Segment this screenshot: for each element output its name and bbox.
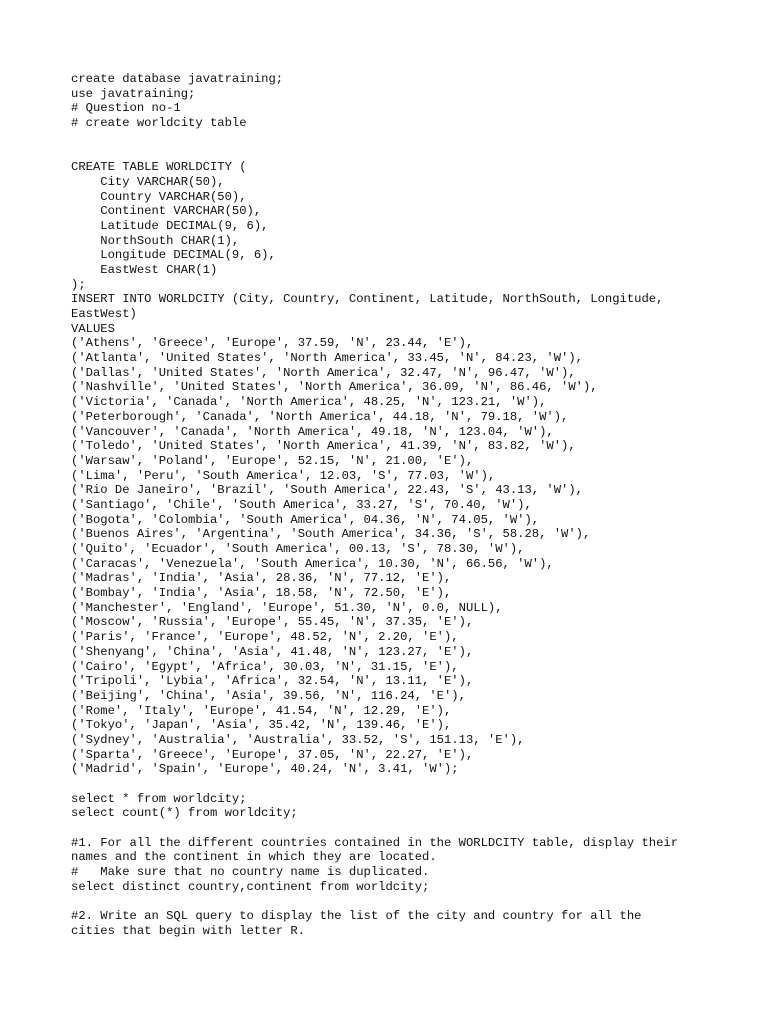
code-line: ('Bogota', 'Colombia', 'South America', 04.36, 'N', 74.05, 'W'),: [71, 512, 540, 527]
code-line: ('Tokyo', 'Japan', 'Asia', 35.42, 'N', 139.46, 'E'),: [71, 718, 452, 733]
code-line: CREATE TABLE WORLDCITY (: [71, 160, 247, 175]
code-line: ('Victoria', 'Canada', 'North America', 48.25, 'N', 123.21, 'W'),: [71, 395, 547, 410]
code-line: ('Manchester', 'England', 'Europe', 51.30, 'N', 0.0, NULL),: [71, 600, 503, 615]
code-line: ('Buenos Aires', 'Argentina', 'South America', 34.36, 'S', 58.28, 'W'),: [71, 527, 591, 542]
code-line: ('Tripoli', 'Lybia', 'Africa', 32.54, 'N', 13.11, 'E'),: [71, 674, 474, 689]
code-line: Latitude DECIMAL(9, 6),: [71, 218, 269, 233]
code-line: ('Sparta', 'Greece', 'Europe', 37.05, 'N', 22.27, 'E'),: [71, 747, 474, 762]
code-line: ('Bombay', 'India', 'Asia', 18.58, 'N', 72.50, 'E'),: [71, 586, 452, 601]
code-line: Continent VARCHAR(50),: [71, 204, 262, 219]
code-line: City VARCHAR(50),: [71, 174, 225, 189]
code-line: use javatraining;: [71, 86, 196, 101]
code-line: cities that begin with letter R.: [71, 923, 306, 938]
code-line: Longitude DECIMAL(9, 6),: [71, 248, 276, 263]
code-line: ('Beijing', 'China', 'Asia', 39.56, 'N', 116.24, 'E'),: [71, 688, 466, 703]
code-line: ('Santiago', 'Chile', 'South America', 33.27, 'S', 70.40, 'W'),: [71, 497, 532, 512]
code-line: VALUES: [71, 321, 115, 336]
code-line: ('Caracas', 'Venezuela', 'South America', 10.30, 'N', 66.56, 'W'),: [71, 556, 554, 571]
code-line: select distinct country,continent from worldcity;: [71, 879, 430, 894]
code-line: ('Sydney', 'Australia', 'Australia', 33.52, 'S', 151.13, 'E'),: [71, 732, 525, 747]
code-line: ('Rome', 'Italy', 'Europe', 41.54, 'N', 12.29, 'E'),: [71, 703, 452, 718]
code-line: EastWest): [71, 307, 137, 321]
code-line: ('Shenyang', 'China', 'Asia', 41.48, 'N', 123.27, 'E'),: [71, 644, 474, 659]
code-line: ('Warsaw', 'Poland', 'Europe', 52.15, 'N', 21.00, 'E'),: [71, 453, 474, 468]
code-line: [71, 131, 761, 146]
code-line: ('Madrid', 'Spain', 'Europe', 40.24, 'N', 3.41, 'W');: [71, 762, 459, 777]
code-line: [71, 821, 761, 836]
sql-code-text: [71, 72, 761, 939]
code-line: ('Peterborough', 'Canada', 'North America', 44.18, 'N', 79.18, 'W'),: [71, 409, 569, 424]
code-line: ('Atlanta', 'United States', 'North America', 33.45, 'N', 84.23, 'W'),: [71, 351, 583, 366]
code-line: Country VARCHAR(50),: [71, 189, 247, 204]
code-line: EastWest CHAR(1): [71, 262, 218, 277]
code-line: ('Lima', 'Peru', 'South America', 12.03, 'S', 77.03, 'W'),: [71, 468, 496, 483]
code-line: names and the continent in which they are located.: [71, 850, 437, 865]
code-line: ('Moscow', 'Russia', 'Europe', 55.45, 'N', 37.35, 'E'),: [71, 615, 474, 630]
code-line: select count(*) from worldcity;: [71, 806, 298, 821]
code-line: NorthSouth CHAR(1),: [71, 233, 240, 248]
code-line: ('Nashville', 'United States', 'North America', 36.09, 'N', 86.46, 'W'),: [71, 380, 598, 395]
code-line: );: [71, 277, 86, 292]
code-line: # Make sure that no country name is duplicated.: [71, 865, 430, 880]
code-line: create database javatraining;: [71, 72, 284, 86]
code-line: ('Rio De Janeiro', 'Brazil', 'South America', 22.43, 'S', 43.13, 'W'),: [71, 483, 583, 498]
code-line: #2. Write an SQL query to display the list of the city and country for all the: [71, 909, 642, 924]
code-line: [71, 895, 761, 910]
code-line: select * from worldcity;: [71, 791, 247, 806]
code-line: #1. For all the different countries contained in the WORLDCITY table, display their: [71, 835, 679, 850]
code-line: ('Toledo', 'United States', 'North America', 41.39, 'N', 83.82, 'W'),: [71, 439, 576, 454]
code-line: [71, 777, 761, 792]
code-line: [71, 145, 761, 160]
code-line: INSERT INTO WORLDCITY (City, Country, Continent, Latitude, NorthSouth, Longitude,: [71, 292, 664, 307]
code-line: ('Athens', 'Greece', 'Europe', 37.59, 'N', 23.44, 'E'),: [71, 336, 474, 351]
code-line: ('Paris', 'France', 'Europe', 48.52, 'N', 2.20, 'E'),: [71, 630, 459, 645]
code-line: ('Vancouver', 'Canada', 'North America', 49.18, 'N', 123.04, 'W'),: [71, 424, 554, 439]
code-line: # Question no-1: [71, 101, 181, 116]
code-line: ('Cairo', 'Egypt', 'Africa', 30.03, 'N', 31.15, 'E'),: [71, 659, 459, 674]
code-line: ('Dallas', 'United States', 'North America', 32.47, 'N', 96.47, 'W'),: [71, 365, 576, 380]
code-line: ('Quito', 'Ecuador', 'South America', 00.13, 'S', 78.30, 'W'),: [71, 542, 525, 556]
code-line: ('Madras', 'India', 'Asia', 28.36, 'N', 77.12, 'E'),: [71, 571, 452, 586]
code-line: # create worldcity table: [71, 116, 247, 131]
